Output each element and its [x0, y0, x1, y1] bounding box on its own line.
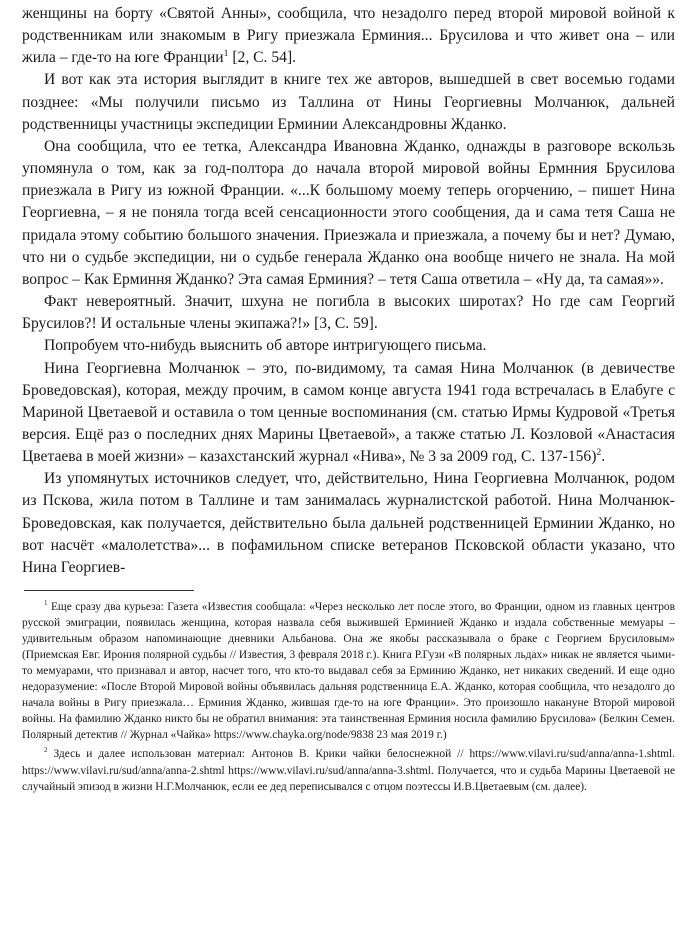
paragraph: Факт невероятный. Значит, шхуна не погибла в высоких широтах? Но где сам Георгий Брусилов?! И остальные члены экипажа?!» [3, С. 59].: [22, 293, 675, 333]
footnote-ref-1[interactable]: 1: [223, 48, 229, 60]
footnote-mark: 1: [44, 599, 48, 608]
paragraph: Она сообщила, что ее тетка, Александра Ивановна Жданко, однажды в разговоре вскользь упомянула о том, как за год-полтора до начала второй мировой войны Ермнния Брусилова приезжала в Ригу из южной Франции. «...К большому моему теперь огорчению, – пишет Нина Георгиевна, – я не поняла тогда всей сенсационности этого сообщения, да и сама тетя Саша не придала этому событию большого значения. Приезжала и приезжала, а почему бы и нет? Думаю, что ни о судьбе экспедиции, ни о судьбе генерала Жданко она вообще ничего не знала. На мой вопрос – Как Ерминня Жданко? Эта самая Ерминия? – тетя Саша ответила – «Ну да, та самая»».: [22, 137, 675, 288]
paragraph: И вот как эта история выглядит в книге тех же авторов, вышедшей в свет восемью годами позднее: «Мы получили письмо из Таллина от Нины Георгиевны Молчанюк, дальней родственницы участницы экспедиции Ерминии Александровны Жданко.: [22, 71, 675, 133]
footnote-text: Еще сразу два курьеза: Газета «Известия сообщала: «Через несколько лет после этого, во Франции, одном из главных центров русской эмиграции, появилась женщина, которая назвала себя выжившей Ерминией Жданко и издала собственные мемуары – удивительным образом напоминающие дневники Альбанова. Она же якобы рассказывала о браке с Георгием Брусиловым» (Приемская Евг. Ирония полярной судьбы // Известия, 3 февраля 2018 г.). Книга Р.Гузи «В полярных льдах» никак не является чьими-то мемуарами, что признавал и автор, насчет того, что кто-то выдавал себя за Ерминию Жданко, нет никаких сведений. И еще одно недоразумение: «После Второй Мировой войны объявилась дальняя родственница Е.А. Жданко, которая сообщила, что незадолго до начала войны в Ригу приезжала… Ерминия Жданко, жившая где-то на юге Франции». Это произошло накануне Второй мировой войны. На фамилию Жданко никто бы не обратил внимания: эта таинственная Ерминия носила фамилию Брусилова» (Белкин Семен. Полярный детектив // Журнал «Чайка» https://www.chayka.org/node/9838 23 мая 2019 г.): [22, 601, 675, 742]
paragraph: Из упомянутых источников следует, что, действительно, Нина Георгиевна Молчанюк, родом из Пскова, жила потом в Таллине и там занималась журналистской работой. Нина Молчанюк-Броведовская, как получается, действительно была дальней родственницей Ерминии Жданко, но вот насчёт «малолетства»... в пофамильном списке ветеранов Псковской области указано, что Нина Георгиев-: [22, 470, 675, 576]
footnote-2: [22, 746, 675, 794]
footnote-ref-2[interactable]: 2: [596, 446, 602, 458]
footnote-divider: [24, 590, 194, 591]
footnote-mark: 2: [44, 746, 48, 755]
paragraph: [22, 358, 675, 469]
paragraph-text: Нина Георгиевна Молчанюк – это, по-видимому, та самая Нина Молчанюк (в девичестве Броведовская), которая, между прочим, в самом конце августа 1941 года встречалась в Елабуге с Мариной Цветаевой и оставила о том ценные воспоминания (см. статью Ирмы Кудровой «Третья версия. Ещё раз о последних днях Марины Цветаевой», а также статью Л. Козловой «Анастасия Цветаева в моей жизни» – казахстанский журнал «Нива», № 3 за 2009 год, С. 137-156): [22, 359, 675, 466]
paragraph: [22, 3, 675, 69]
paragraph-tail: .: [601, 448, 606, 466]
citation: [2, С. 54].: [228, 49, 297, 67]
footnote-text: Здесь и далее использован материал: Антонов В. Крики чайки белоснежной // https://www.vilavi.ru/sud/anna/anna-1.shtml. https://www.vilavi.ru/sud/anna/anna-2.shtml https://www.vilavi.ru/sud/anna/anna-3.shtml. Получается, что и судьба Марины Цветаевой не случайный эпизод в жизни Н.Г.Молчанюк, если ее дед переписывался с отцом поэтессы И.В.Цветаевым (см. далее).: [22, 748, 675, 793]
main-text: [22, 3, 675, 579]
paragraph: Попробуем что-нибудь выяснить об авторе интригующего письма.: [44, 337, 487, 355]
paragraph-text: женщины на борту «Святой Анны», сообщила, что незадолго перед второй мировой войной к родственникам или знакомым в Ригу приезжала Ерминия... Брусилова и что живет она – или жила – где-то на юге Франции: [22, 5, 675, 67]
footnotes: [22, 599, 675, 795]
footnote-1: [22, 599, 675, 743]
